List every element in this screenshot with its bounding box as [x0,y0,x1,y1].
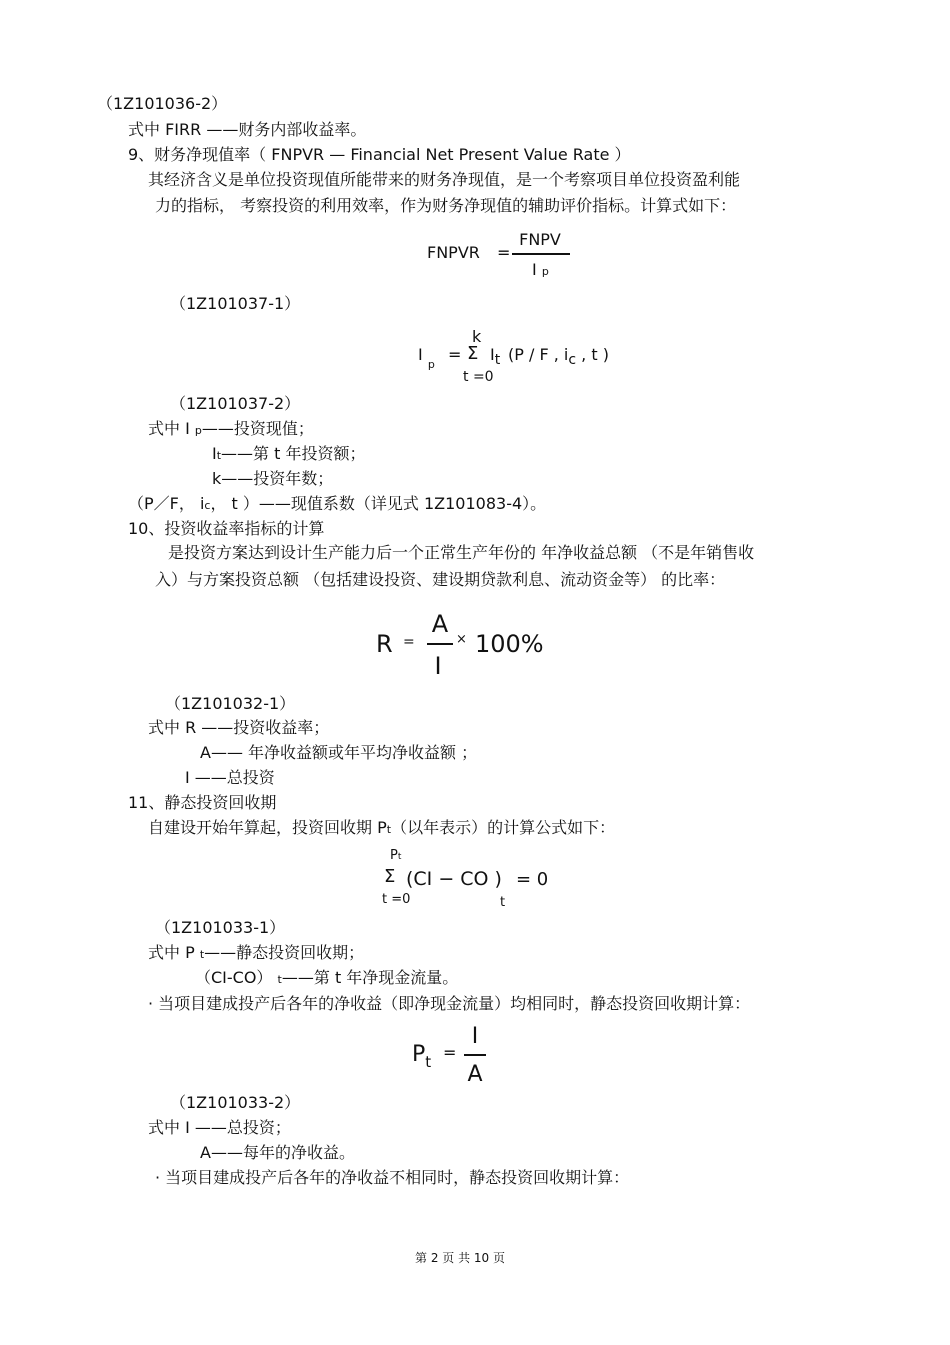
fnpvr-fraction-bar [512,253,570,255]
r-denominator: I [434,652,442,680]
pt-sum-body-subscript: t [500,895,506,910]
r-times: × [456,632,467,647]
paragraph-roi-2: 入）与方案投资总额 （包括建设投资、建设期贷款利息、流动资金等） 的比率： [155,570,726,589]
equation-ref-1z101033-1: （1Z101033-1） [155,918,286,937]
cico-definition: （CI-CO） t——第 t 年净现金流量。 [195,968,459,987]
pt-fraction-bar [464,1054,486,1056]
equation-ref-1z101033-2: （1Z101033-2） [170,1093,301,1112]
equation-ref-1z101037-1: （1Z101037-1） [170,294,301,313]
section-10-heading: 10、投资收益率指标的计算 [128,519,325,538]
ip-bottom-limit: t =0 [463,369,494,385]
firr-definition: 式中 FIRR ——财务内部收益率。 [128,120,367,139]
fnpvr-numerator: FNPV [519,230,561,249]
ip-definition: 式中 I p——投资现值； [148,419,314,438]
pf-factor-definition: （P／F， ic， t ）——现值系数（详见式 1Z101083-4）。 [128,494,547,513]
ip-top-limit: k [472,327,482,346]
paragraph-roi-1: 是投资方案达到设计生产能力后一个正常生产年份的 年净收益总额 （不是年销售收 [168,543,755,562]
equation-ref-1z101032-1: （1Z101032-1） [165,694,296,713]
pt-equals: = [443,1043,457,1062]
paragraph-fnpvr-2: 力的指标， 考察投资的利用效率，作为财务净现值的辅助评价指标。计算式如下： [155,196,737,215]
fnpvr-lhs: FNPVR [427,243,480,262]
r-numerator: A [431,610,449,638]
fnpvr-denominator: I p [532,260,549,279]
r-percent: 100% [475,630,544,658]
ip-lhs: I $_p$ [418,345,435,371]
equation-ref-1z101036-2: （1Z101036-2） [97,94,228,113]
i-definition: I ——总投资 [185,768,275,787]
fnpvr-equals: = [497,243,511,262]
equation-ref-1z101037-2: （1Z101037-2） [170,394,301,413]
pt-numerator: I [471,1024,479,1049]
pt-sum-bottom-limit: t =0 [382,892,411,907]
paragraph-payback: 自建设开始年算起，投资回收期 Pt（以年表示）的计算公式如下： [148,818,616,837]
pt-sum-sigma: Σ [384,866,396,887]
r-equals: = [403,634,415,650]
pt-definition: 式中 P t——静态投资回收期； [148,943,365,962]
ip-term: It [490,345,501,368]
it-definition: It——第 t 年投资额； [212,444,366,463]
pt-sum-rhs: = 0 [516,869,549,890]
pt-denominator: A [467,1062,483,1087]
k-definition: k——投资年数； [212,469,334,488]
page-footer: 第 2 页 共 10 页 [415,1251,505,1265]
annual-return-definition: A——每年的净收益。 [200,1143,355,1162]
pt-sum-body: (CI − CO ) [406,868,502,890]
a-definition: A—— 年净收益额或年平均净收益额 ； [200,743,478,762]
section-11-heading: 11、静态投资回收期 [128,793,277,812]
pt-lhs: $P_t$ [412,1042,432,1071]
ip-args: (P / F , ic , t ) [508,345,609,368]
total-investment-definition: 式中 I ——总投资； [148,1118,291,1137]
r-definition: 式中 R ——投资收益率； [148,718,330,737]
r-lhs: R [376,630,393,658]
r-fraction-bar [427,643,453,645]
pt-sum-top-limit: Pt [390,848,402,863]
section-9-heading: 9、财务净现值率（ FNPVR — Financial Net Present Value Rate ） [128,145,631,164]
ip-equals: = [448,345,462,364]
bullet-equal-returns: · 当项目建成投产后各年的净收益（即净现金流量）均相同时，静态投资回收期计算： [148,994,751,1013]
paragraph-fnpvr-1: 其经济含义是单位投资现值所能带来的财务净现值，是一个考察项目单位投资盈利能 [148,170,741,189]
ip-sigma: Σ [467,343,479,364]
bullet-unequal-returns: · 当项目建成投产后各年的净收益不相同时，静态投资回收期计算： [155,1168,630,1187]
